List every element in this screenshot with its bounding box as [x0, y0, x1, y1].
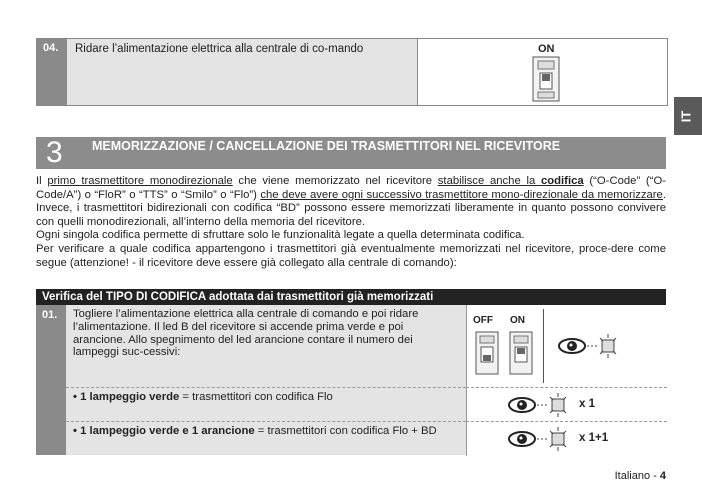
verify-row-2-illustration	[466, 387, 667, 422]
on-label: ON	[510, 315, 525, 326]
verify-row-2-text: • 1 lampeggio verde = trasmettitori con codifica Flo	[66, 387, 466, 421]
breaker-on-icon	[532, 55, 560, 103]
off-label: OFF	[473, 315, 493, 326]
blink-count: x 1+1	[579, 432, 609, 444]
step-number: 04.	[37, 39, 67, 105]
breaker-off-icon	[475, 331, 499, 375]
section-title: MEMORIZZAZIONE / CANCELLAZIONE DEI TRASMETTITORI NEL RICEVITORE	[92, 139, 561, 153]
verify-table	[36, 305, 666, 455]
blinking-led-icon	[587, 333, 623, 359]
page-number: 4	[659, 470, 666, 482]
language-tab	[674, 97, 702, 135]
on-label: ON	[538, 43, 555, 55]
step-illustration	[417, 39, 668, 105]
eye-icon	[507, 396, 537, 414]
verify-row-3-illustration	[466, 421, 667, 456]
section-number: 3	[46, 136, 63, 169]
paragraph-2: Ogni singola codifica permette di sfruttare solo le funzionalità legate a quella determinata codifica.	[36, 229, 525, 242]
section-header	[36, 137, 666, 169]
blinking-led-icon	[537, 426, 573, 452]
eye-icon	[557, 337, 587, 355]
language-tab-label: IT	[678, 110, 694, 123]
paragraph-3: Per verificare a quale codifica appartengono i trasmettitori già eventualmente memorizzati nel ricevitore, proce-dere come segue (attenzione! - il ricevitore deve essere già collegato alla centrale di comando):	[36, 242, 666, 269]
paragraph-1: Il primo trasmettitore monodirezionale che viene memorizzato nel ricevitore stabilisce anche la codifica (“O-Code” (“O-Code/A”) o “FloR” o “TTS” o “Smilo” o “Flo”) che deve avere ogni successivo trasmettitore mono-direzionale da memorizzare. Invece, i trasmettitori bidirezionali con codifica “BD” possono essere memorizzati liberamente in quanto possono convivere con quelli monodirezionali, all’interno della memoria del ricevitore.	[36, 175, 666, 228]
verify-row-3-text: • 1 lampeggio verde e 1 arancione = trasmettitori con codifica Flo + BD	[66, 421, 466, 455]
step-text: Ridare l’alimentazione elettrica alla centrale di co-mando	[67, 39, 417, 105]
blink-count: x 1	[579, 398, 595, 410]
footer-language: Italiano -	[614, 470, 660, 482]
blinking-led-icon	[537, 392, 573, 418]
eye-icon	[507, 430, 537, 448]
divider	[543, 309, 544, 383]
verify-row-1-illustration	[466, 305, 667, 387]
page-footer	[615, 470, 666, 482]
verify-table-header: Verifica del TIPO DI CODIFICA adottata dai trasmettitori già memorizzati	[36, 289, 666, 305]
intro-paragraph	[36, 175, 666, 270]
breaker-on-icon	[509, 331, 533, 375]
verify-step-number: 01.	[36, 305, 66, 455]
step-04-table	[36, 38, 668, 106]
verify-row-1-text: Togliere l’alimentazione elettrica alla centrale di comando e poi ridare l’alimentazione. Il led B del ricevitore si accende prima verde e poi arancione. Allo spegnimento del led arancione contare il numero dei lampeggi suc-cessivi:	[66, 305, 466, 387]
